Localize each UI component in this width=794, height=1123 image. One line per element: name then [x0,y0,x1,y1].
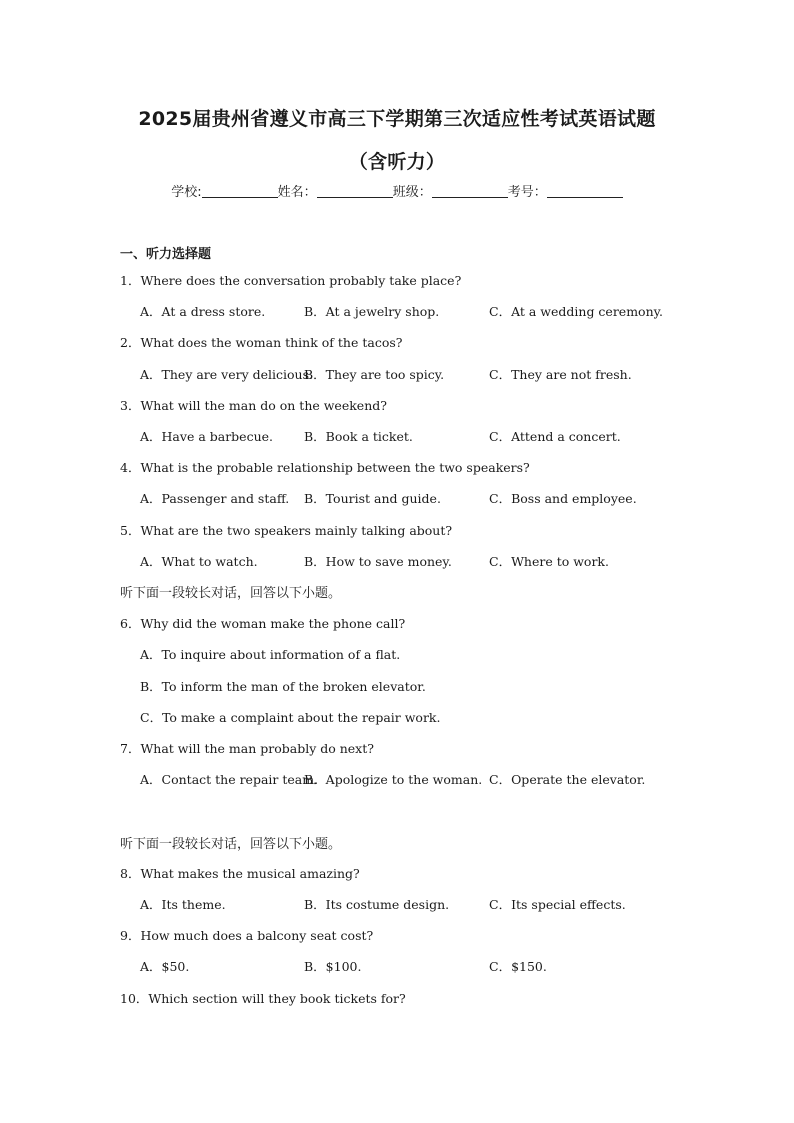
question-stem: 6．Why did the woman make the phone call? [120,616,406,631]
option-b[interactable]: B．Tourist and guide. [304,491,441,506]
name-label: 姓名： [277,185,317,200]
option-a[interactable]: A．$50. [140,959,190,974]
question-stem: 9．How much does a balcony seat cost? [120,928,374,943]
option-a[interactable]: A．Contact the repair team. [140,772,319,787]
option-a[interactable]: A．At a dress store. [140,304,266,319]
question-stem: 4．What is the probable relationship between the two speakers? [120,460,530,475]
exam-subtitle: （含听力） [348,151,446,173]
section-title: 一、听力选择题 [120,247,212,262]
name-field[interactable] [317,185,393,198]
option-b[interactable]: B．To inform the man of the broken elevator. [140,679,426,694]
option-c[interactable]: C．Where to work. [489,554,609,569]
class-label: 班级： [392,185,432,200]
option-b[interactable]: B．Apologize to the woman. [304,772,483,787]
option-a[interactable]: A．To inquire about information of a flat. [140,647,401,662]
question-stem: 2．What does the woman think of the tacos? [120,335,403,350]
option-c[interactable]: C．Boss and employee. [489,491,637,506]
question-stem: 10．Which section will they book tickets for? [120,991,406,1006]
option-c[interactable]: C．At a wedding ceremony. [489,304,663,319]
option-a[interactable]: A．Have a barbecue. [140,429,273,444]
listening-instruction: 听下面一段较长对话，回答以下小题。 [120,586,342,601]
school-field[interactable] [202,185,278,198]
option-c[interactable]: C．Its special effects. [489,897,626,912]
option-c[interactable]: C．$150. [489,959,547,974]
question-stem: 1．Where does the conversation probably take place? [120,273,462,288]
student-info-line [0,181,794,200]
exam-title: 2025届贵州省遵义市高三下学期第三次适应性考试英语试题 [138,108,656,130]
option-a[interactable]: A．They are very delicious. [140,367,313,382]
option-b[interactable]: B．They are too spicy. [304,367,445,382]
question-stem: 8．What makes the musical amazing? [120,866,360,881]
number-label: 考号： [507,185,547,200]
option-b[interactable]: B．At a jewelry shop. [304,304,440,319]
class-field[interactable] [432,185,508,198]
option-c[interactable]: C．To make a complaint about the repair work. [140,710,441,725]
question-stem: 7．What will the man probably do next? [120,741,374,756]
option-a[interactable]: A．Its theme. [140,897,226,912]
option-c[interactable]: C．They are not fresh. [489,367,632,382]
listening-instruction: 听下面一段较长对话，回答以下小题。 [120,837,342,852]
option-b[interactable]: B．How to save money. [304,554,452,569]
option-b[interactable]: B．Its costume design. [304,897,450,912]
school-label: 学校: [171,185,202,200]
option-b[interactable]: B．Book a ticket. [304,429,413,444]
option-a[interactable]: A．What to watch. [140,554,258,569]
option-b[interactable]: B．$100. [304,959,362,974]
question-stem: 3．What will the man do on the weekend? [120,398,387,413]
option-c[interactable]: C．Attend a concert. [489,429,621,444]
number-field[interactable] [547,185,623,198]
option-a[interactable]: A．Passenger and staff. [140,491,290,506]
option-c[interactable]: C．Operate the elevator. [489,772,646,787]
question-stem: 5．What are the two speakers mainly talking about? [120,523,453,538]
